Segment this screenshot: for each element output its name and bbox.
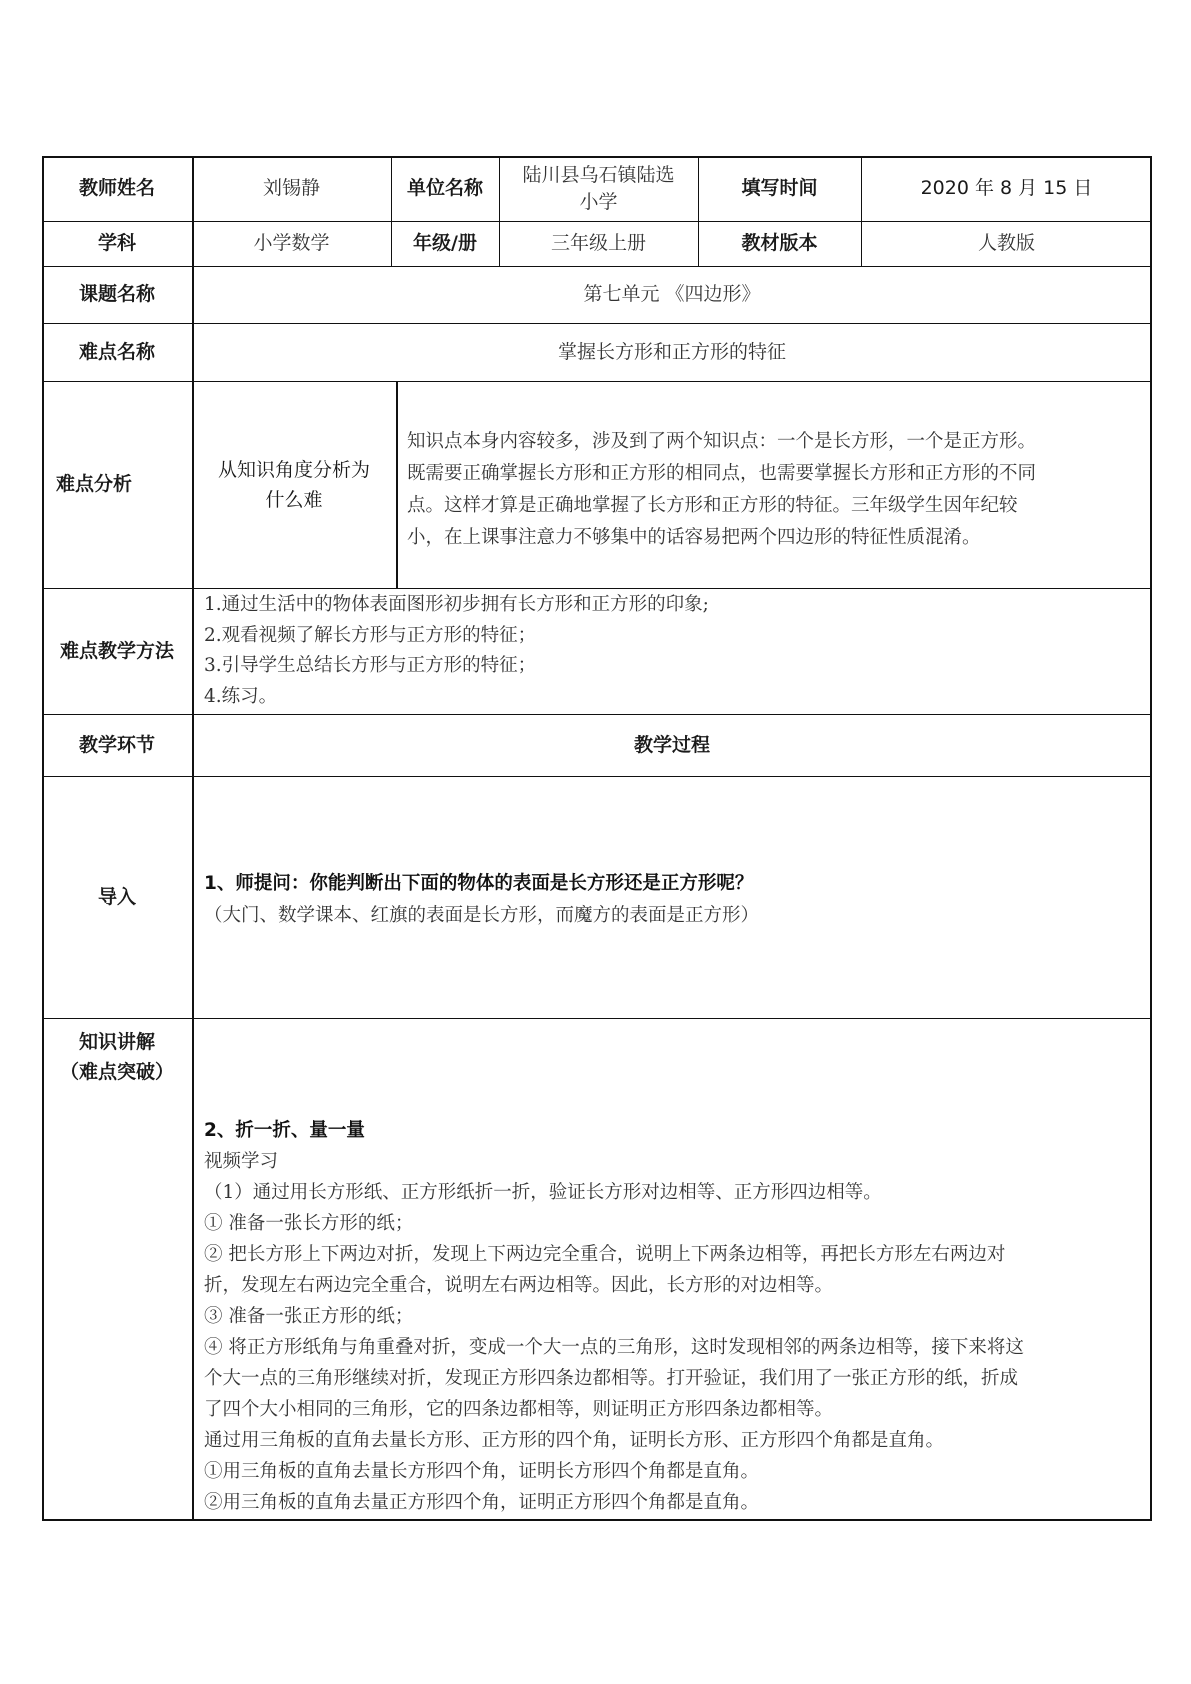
knowledge-line: ③ 准备一张正方形的纸； <box>204 1306 414 1327</box>
knowledge-heading: 2、折一折、量一量 <box>204 1120 365 1141</box>
method-item: 3.引导学生总结长方形与正方形的特征； <box>204 655 537 676</box>
row-divider <box>42 776 1152 777</box>
edition-label: 教材版本 <box>741 232 818 254</box>
knowledge-line: （1）通过用长方形纸、正方形纸折一折，验证长方形对边相等、正方形四边相等。 <box>204 1182 882 1203</box>
analysis-sub-label-line-1: 从知识角度分析为 <box>217 458 370 481</box>
intro-content <box>204 868 1144 932</box>
method-item: 4.练习。 <box>204 685 278 707</box>
teacher-label: 教师姓名 <box>78 177 155 199</box>
knowledge-line: 了四个大小相同的三角形，它的四条边都相等，则证明正方形四条边都相等。 <box>204 1399 834 1420</box>
knowledge-line: ②用三角板的直角去量正方形四个角，证明正方形四个角都是直角。 <box>204 1492 760 1513</box>
grade-label: 年级/册 <box>413 232 477 254</box>
row-divider <box>42 588 1152 589</box>
knowledge-line: 个大一点的三角形继续对折，发现正方形四条边都相等。打开验证，我们用了一张正方形的纸，折成 <box>204 1368 1019 1389</box>
knowledge-line: 折，发现左右两边完全重合，说明左右两边相等。因此，长方形的对边相等。 <box>204 1275 834 1296</box>
subject-value: 小学数学 <box>253 232 330 254</box>
date-value: 2020 年 8 月 15 日 <box>920 177 1093 199</box>
analysis-label: 难点分析 <box>56 473 133 495</box>
col-divider <box>396 381 398 588</box>
analysis-sub-label <box>192 381 396 588</box>
method-item: 2.观看视频了解长方形与正方形的特征； <box>204 624 537 646</box>
method-list <box>204 590 1144 712</box>
knowledge-line: ①用三角板的直角去量长方形四个角，证明长方形四个角都是直角。 <box>204 1461 760 1482</box>
method-label: 难点教学方法 <box>59 639 174 662</box>
method-item: 1.通过生活中的物体表面图形初步拥有长方形和正方形的印象; <box>204 594 709 615</box>
row-divider <box>42 1018 1152 1019</box>
knowledge-label-line-2: （难点突破） <box>59 1061 174 1083</box>
unit-line-1: 陆川县乌石镇陆选 <box>522 163 675 186</box>
analysis-text <box>407 426 1147 554</box>
unit-label: 单位名称 <box>406 177 483 199</box>
unit-value <box>499 156 698 221</box>
difficulty-value: 掌握长方形和正方形的特征 <box>557 340 786 363</box>
knowledge-label-line-1: 知识讲解 <box>78 1031 155 1053</box>
unit-line-2: 小学 <box>579 190 618 213</box>
knowledge-line: 通过用三角板的直角去量长方形、正方形的四个角，证明长方形、正方形四个角都是直角。 <box>204 1430 945 1451</box>
topic-label: 课题名称 <box>78 283 155 305</box>
process-stage-label: 教学环节 <box>78 733 155 756</box>
process-title: 教学过程 <box>633 733 710 756</box>
subject-label: 学科 <box>97 232 136 254</box>
difficulty-label: 难点名称 <box>78 340 155 363</box>
edition-value: 人教版 <box>977 232 1035 254</box>
topic-value: 第七单元 《四边形》 <box>583 283 761 305</box>
grade-value: 三年级上册 <box>550 232 646 254</box>
knowledge-line: ④ 将正方形纸角与角重叠对折，变成一个大一点的三角形，这时发现相邻的两条边相等，接下来将这 <box>204 1337 1024 1358</box>
intro-answer: （大门、数学课本、红旗的表面是长方形，而魔方的表面是正方形） <box>204 905 760 926</box>
analysis-line: 知识点本身内容较多，涉及到了两个知识点：一个是长方形，一个是正方形。 <box>407 431 1037 452</box>
date-label: 填写时间 <box>741 177 818 199</box>
knowledge-line: 视频学习 <box>204 1151 279 1172</box>
knowledge-content <box>204 1115 1144 1518</box>
analysis-line: 点。这样才算是正确地掌握了长方形和正方形的特征。三年级学生因年纪较 <box>407 495 1018 516</box>
teacher-value: 刘锡静 <box>262 177 320 199</box>
knowledge-line: ② 把长方形上下两边对折，发现上下两边完全重合，说明上下两条边相等，再把长方形左右两边对 <box>204 1244 1006 1265</box>
analysis-sub-label-line-2: 什么难 <box>265 488 323 511</box>
intro-label: 导入 <box>97 885 136 908</box>
intro-question: 1、师提问：你能判断出下面的物体的表面是长方形还是正方形呢？ <box>204 873 754 894</box>
analysis-line: 既需要正确掌握长方形和正方形的相同点，也需要掌握长方形和正方形的不同 <box>407 463 1037 484</box>
analysis-line: 小，在上课事注意力不够集中的话容易把两个四边形的特征性质混淆。 <box>407 527 981 548</box>
knowledge-label <box>42 1022 192 1092</box>
knowledge-line: ① 准备一张长方形的纸； <box>204 1213 414 1234</box>
